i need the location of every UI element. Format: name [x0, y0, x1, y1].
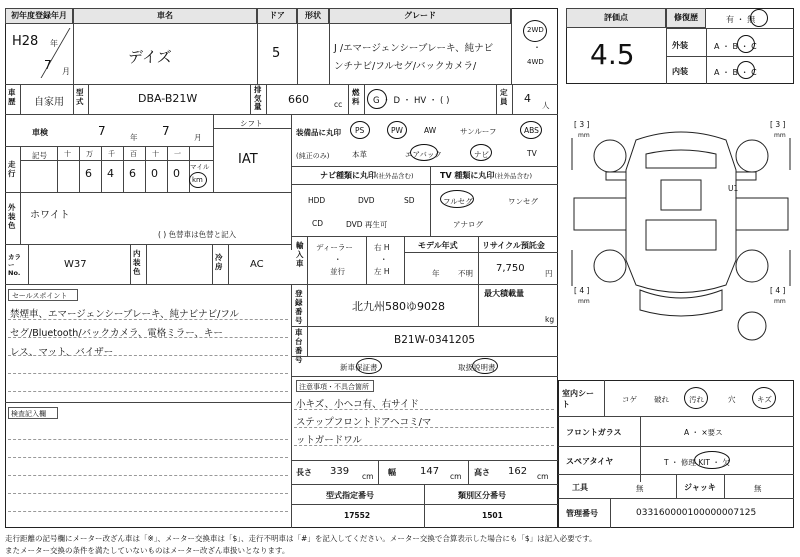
import-rh: 右 H [374, 243, 390, 252]
drive-dot: ・ [533, 43, 541, 52]
repair-options: 有 ・ 無 [726, 15, 756, 24]
equip-navi: ナビ [474, 150, 489, 159]
tread-tl-unit: mm [578, 132, 590, 139]
repair-kit-circle [694, 451, 730, 469]
sheet-tear: 破れ [654, 395, 669, 404]
drive-2wd: 2WD [527, 26, 544, 34]
recycle-unit: 円 [545, 269, 553, 278]
ruled-line [8, 439, 288, 440]
model-year-label: モデル年式 [418, 241, 458, 250]
ruled-line [8, 391, 288, 392]
nav-type-label: ナビ種類に丸印(社外品含む) [320, 171, 414, 180]
max-load-label: 最大積載量 [484, 289, 524, 298]
digit-header: 十 [64, 150, 71, 158]
digit-divider [79, 146, 80, 192]
interior-color-label: 内装色 [133, 249, 141, 276]
tools-value: 無 [636, 484, 644, 493]
spare-label: スペアタイヤ [566, 457, 614, 466]
doors-value: 5 [272, 46, 281, 61]
first-reg-month-unit: 月 [62, 67, 70, 76]
equip-leather: 本革 [352, 150, 367, 159]
door-header: ドア [257, 8, 297, 24]
inspection-month-unit: 月 [194, 133, 202, 142]
registration-label: 登録番号 [295, 289, 303, 325]
class-label: 類別区分番号 [458, 491, 506, 500]
equip-aw: AW [424, 126, 437, 135]
notes-line-3: ットガードワル [296, 435, 362, 446]
ext-color-label: 外装色 [8, 203, 16, 230]
import-dealer: ディーラー [316, 243, 353, 252]
height-label: 高さ [474, 468, 490, 477]
tread-bl-unit: mm [578, 298, 590, 305]
digit-header: 百 [130, 150, 137, 158]
chassis-label: 車台番号 [295, 328, 303, 364]
sales-line-1: 禁煙車、エマージェンシーブレーキ、純ナビナビ/フル [10, 309, 239, 320]
first-reg-header: 初年度登録年月 [5, 8, 73, 24]
equip-tv: TV [527, 149, 537, 158]
capacity-unit: 人 [542, 101, 550, 110]
capacity-label: 定員 [500, 88, 508, 106]
odometer-digit: 6 [129, 167, 136, 180]
import-dot2: ・ [380, 255, 388, 264]
score-value: 4.5 [590, 38, 635, 71]
width-label: 幅 [388, 468, 396, 477]
interior-label: 内装 [672, 67, 688, 76]
digit-divider [101, 146, 102, 192]
fuel-options: G ・ D ・ HV ・ ( ) [373, 96, 450, 106]
tv-oneseg: ワンセグ [508, 197, 538, 206]
tv-type-label: TV 種類に丸印(社外品含む) [440, 171, 533, 180]
sheet-dirt: 汚れ [689, 395, 704, 404]
digit-divider [167, 146, 168, 192]
color-no-label: カラーNo. [8, 253, 21, 277]
drive-4wd: 4WD [527, 58, 544, 66]
equipment-sub: (純正のみ) [296, 152, 330, 160]
import-label: 輸入車 [296, 241, 304, 268]
digit-divider [145, 146, 146, 192]
first-reg-month: 7 [44, 58, 52, 72]
model-year-unknown: 不明 [458, 269, 473, 278]
exterior-b-circle [737, 35, 755, 53]
shape-header: 形状 [297, 8, 329, 24]
tread-tl: [ 3 ] [574, 120, 590, 129]
sheet-hole: 穴 [728, 395, 736, 404]
exterior-label: 外装 [672, 41, 688, 50]
new-warranty: 新車保証書 [340, 363, 378, 372]
odometer-digit: 4 [107, 167, 114, 180]
equip-sunroof: サンルーフ [460, 127, 497, 136]
digit-header: 万 [86, 150, 93, 158]
footer-line-1: 走行距離の記号欄にメーター改ざん車は「※」、メーター交換車は「$」、走行不明車は「#」を記入してください。メーター交換で合算表示した場合にも「$」は記入必要です。 [5, 534, 597, 543]
model-year-unit: 年 [432, 269, 440, 278]
ext-color-note: ( ) 色替車は色替と記入 [158, 230, 237, 239]
score-header: 評価点 [566, 8, 666, 28]
ruled-line [8, 457, 288, 458]
car-diagram [566, 110, 794, 380]
ruled-line [8, 373, 288, 374]
fuel-label: 燃料 [352, 88, 360, 106]
ruled-line [8, 511, 288, 512]
ruled-line [294, 445, 554, 446]
sheet-scratch: キズ [757, 395, 772, 404]
notes-label: 注意事項・不具合箇所 [299, 383, 369, 391]
ac-value: AC [250, 259, 264, 270]
ruled-line [8, 337, 288, 338]
equipment-label: 装備品に丸印 [296, 128, 341, 137]
sales-line-2: セグ/Bluetooth/バックカメラ、電格ミラー、キー [10, 328, 223, 339]
tools-label: 工具 [572, 483, 588, 492]
shift-value: IAT [238, 152, 258, 167]
import-parallel: 並行 [330, 267, 345, 276]
odometer-digit: 6 [85, 167, 92, 180]
nav-dvd-play: DVD 再生可 [346, 220, 388, 229]
notes-line-2: ステップフロントドアヘコミ/マ [296, 417, 432, 428]
tv-analog: アナログ [453, 220, 483, 229]
displacement-label: 排気量 [254, 85, 262, 111]
repair-none-circle [750, 9, 768, 27]
ruled-line [8, 475, 288, 476]
equip-pw: PW [391, 126, 403, 135]
equip-airbag: エアバック [405, 150, 442, 159]
recycle-label: リサイクル預託金 [482, 241, 545, 250]
spare-value: T ・ 修理 KIT ・ 欠 [664, 458, 730, 467]
interior-b-circle [737, 61, 755, 79]
glass-label: フロントガラス [566, 428, 622, 437]
ruled-line [8, 355, 288, 356]
tread-bl: [ 4 ] [574, 286, 590, 295]
damage-mark-u1: U1 [728, 184, 739, 193]
ruled-line [8, 493, 288, 494]
class-value: 1501 [482, 511, 503, 520]
length-unit: cm [362, 472, 374, 481]
car-name: デイズ [128, 48, 172, 66]
interior-sheet-label: 室内シート [562, 389, 594, 409]
record-label: 記号 [32, 151, 47, 160]
max-load-unit: kg [545, 315, 555, 324]
grade-line1: J /エマージェンシーブレーキ、純ナビ [334, 43, 494, 54]
displacement-value: 660 [288, 93, 309, 106]
length-value: 339 [330, 466, 350, 477]
notes-line-1: 小キズ、小ヘコ有、右サイド [296, 399, 419, 410]
displacement-unit: cc [334, 100, 343, 109]
jack-value: 無 [754, 484, 762, 493]
tv-fullseg: フルセグ [443, 197, 473, 206]
mgmt-label: 管理番号 [566, 509, 598, 518]
new-warranty-circle [356, 358, 382, 374]
model-label: 型式 [76, 88, 84, 106]
nav-hdd: HDD [308, 196, 326, 205]
first-reg-era: H28 [12, 34, 39, 49]
tread-tr: [ 3 ] [770, 120, 786, 129]
capacity-value: 4 [524, 92, 531, 105]
width-unit: cm [450, 472, 462, 481]
model-value: DBA-B21W [138, 92, 198, 105]
tread-tr-unit: mm [774, 132, 786, 139]
inspection-month: 7 [162, 124, 170, 138]
recycle-value: 7,750 [496, 263, 525, 274]
type-label: 型式指定番号 [326, 491, 374, 500]
equip-ps: PS [355, 126, 365, 135]
type-value: 17552 [344, 511, 371, 520]
inspector-label: 検査記入欄 [11, 410, 46, 418]
color-no-value: W37 [64, 259, 87, 270]
ruled-line [8, 319, 288, 320]
interior-options: A ・ B ・ C [714, 68, 757, 77]
repair-header: 修復歴 [666, 8, 706, 28]
body-history-label: 車歴 [8, 88, 16, 106]
nav-cd: CD [312, 219, 324, 228]
equip-abs: ABS [524, 126, 539, 135]
mile-label: マイル [190, 163, 210, 171]
digit-header: 十 [152, 150, 159, 158]
glass-value: A ・ ×要ス [684, 428, 723, 437]
ruled-line [294, 409, 554, 410]
sales-point-label: セールスポイント [12, 292, 68, 300]
mgmt-value: 033160000100000007125 [636, 508, 757, 518]
inspection-year: 7 [98, 124, 106, 138]
registration-value: 北九州580ゆ9028 [352, 300, 445, 313]
import-dot1: ・ [334, 255, 342, 264]
odometer-digit: 0 [151, 167, 158, 180]
width-value: 147 [420, 466, 440, 477]
jack-label: ジャッキ [684, 483, 716, 492]
shift-label: シフト [240, 119, 263, 128]
mileage-label: 走行 [8, 160, 16, 178]
digit-header: 千 [108, 150, 115, 158]
ext-color-value: ホワイト [30, 210, 70, 221]
km-label: km [192, 176, 203, 184]
height-value: 162 [508, 466, 528, 477]
grade-line2: ンチナビ/フルセグ/バックカメラ/ [334, 61, 477, 72]
length-label: 長さ [296, 468, 312, 477]
ruled-line [294, 427, 554, 428]
tread-br: [ 4 ] [770, 286, 786, 295]
body-history-value: 自家用 [34, 97, 64, 108]
ac-label: 冷房 [215, 253, 223, 271]
first-reg-year-unit: 年 [50, 39, 58, 48]
odometer-digit: 0 [173, 167, 180, 180]
digit-divider [123, 146, 124, 192]
tread-br-unit: mm [774, 298, 786, 305]
manual-circle [472, 358, 498, 374]
exterior-options: A ・ B ・ C [714, 42, 757, 51]
nav-sd: SD [404, 196, 415, 205]
chassis-value: B21W-0341205 [394, 334, 476, 346]
manual-label: 取扱説明書 [458, 363, 496, 372]
sheet-burn: コゲ [622, 395, 637, 404]
import-lh: 左 H [374, 267, 390, 276]
height-unit: cm [537, 472, 549, 481]
car-name-header: 車名 [73, 8, 257, 24]
inspection-year-unit: 年 [130, 133, 138, 142]
sales-line-3: レス、マット、バイザー [10, 347, 114, 358]
grade-header: グレード [329, 8, 511, 24]
inspection-label: 車検 [32, 128, 48, 137]
nav-dvd: DVD [358, 196, 375, 205]
footer-line-2: またメーター交換の条件を満たしていないものはメーター改ざん車扱いとなります。 [5, 546, 290, 555]
digit-header: 一 [174, 150, 181, 158]
